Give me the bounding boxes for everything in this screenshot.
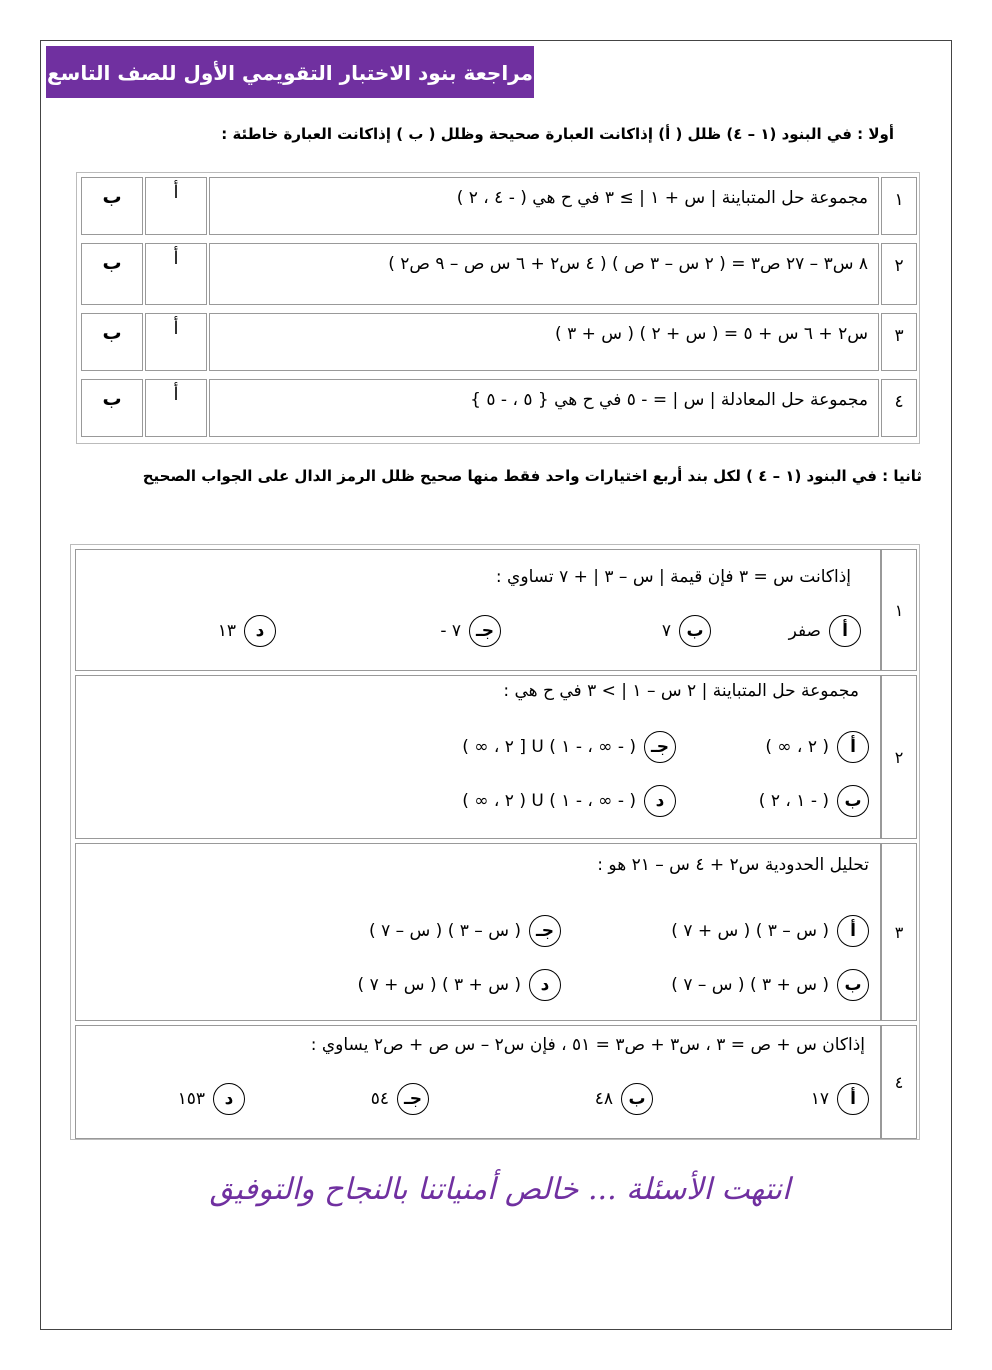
question-text: إذاكان س + ص = ٣ ، س٣ + ص٣ = ٥١ ، فإن س٢ – س ص + ص٢ يساوي :	[310, 1035, 865, 1055]
choice-c[interactable]	[371, 1083, 429, 1115]
choice-c[interactable]	[440, 615, 501, 647]
multiple-choice-table	[70, 544, 920, 1140]
choice-c[interactable]	[369, 915, 561, 947]
choice-d[interactable]	[178, 1083, 245, 1115]
choice-letter-circle[interactable]: د	[644, 785, 676, 817]
choice-value: ( ٢ ، ∞ )	[765, 737, 829, 757]
item-statement: مجموعة حل المعادلة | س | = - ٥ في ح هي { ٥ ، - ٥ }	[209, 379, 879, 437]
table-row	[77, 173, 921, 239]
choice-value: ٧	[661, 621, 671, 641]
question-2	[71, 671, 921, 839]
choice-a[interactable]	[789, 615, 861, 647]
choice-value: ١٧	[810, 1089, 829, 1109]
choice-letter-circle[interactable]: أ	[837, 731, 869, 763]
question-text: إذاكانت س = ٣ فإن قيمة | س – ٣ | + ٧ تساوي :	[495, 567, 851, 587]
choice-value: ٥٤	[370, 1089, 389, 1109]
question-3	[71, 839, 921, 1021]
choice-value: ( - ∞ ، - ١ ) U ( ٢ ، ∞ )	[462, 791, 636, 811]
option-b-false[interactable]: ب	[81, 313, 143, 371]
choice-value: ( س + ٣ ) ( س – ٧ )	[671, 975, 829, 995]
choice-value: ١٣	[217, 621, 236, 641]
choice-letter-circle[interactable]: ب	[837, 785, 869, 817]
item-statement: ٨ س٣ – ٢٧ ص٣ = ( ٢ س – ٣ ص ) ( ٤ س٢ + ٦ س ص – ٩ ص٢ )	[209, 243, 879, 305]
choice-a[interactable]	[671, 915, 869, 947]
choice-value: ( س – ٣ ) ( س + ٧ )	[671, 921, 829, 941]
choice-letter-circle[interactable]: د	[213, 1083, 245, 1115]
choice-value: ١٥٣	[177, 1089, 205, 1109]
choice-letter-circle[interactable]: جـ	[397, 1083, 429, 1115]
question-number: ٢	[881, 675, 917, 839]
item-number: ٤	[881, 379, 917, 437]
true-false-table	[76, 172, 920, 444]
page-title: مراجعة بنود الاختبار التقويمي الأول للصف التاسع	[46, 46, 534, 98]
choice-letter-circle[interactable]: جـ	[469, 615, 501, 647]
question-number: ٤	[881, 1025, 917, 1139]
choice-letter-circle[interactable]: ب	[837, 969, 869, 1001]
item-number: ٣	[881, 313, 917, 371]
option-a-true[interactable]: أ	[145, 243, 207, 305]
choice-b[interactable]	[595, 1083, 653, 1115]
question-number: ٣	[881, 843, 917, 1021]
choice-a[interactable]	[765, 731, 869, 763]
choice-letter-circle[interactable]: أ	[829, 615, 861, 647]
question-text: تحليل الحدودية س٢ + ٤ س – ٢١ هو :	[597, 855, 869, 875]
choice-value: ( - ١ ، ٢ )	[758, 791, 829, 811]
item-number: ١	[881, 177, 917, 235]
choice-c[interactable]	[462, 731, 676, 763]
option-a-true[interactable]: أ	[145, 379, 207, 437]
option-b-false[interactable]: ب	[81, 379, 143, 437]
choice-b[interactable]	[759, 785, 869, 817]
option-b-false[interactable]: ب	[81, 243, 143, 305]
choice-letter-circle[interactable]: جـ	[644, 731, 676, 763]
item-statement: مجموعة حل المتباينة | س + ١ | ≥ ٣ في ح هي ( - ٤ ، ٢ )	[209, 177, 879, 235]
item-statement: س٢ + ٦ س + ٥ = ( س + ٢ ) ( س + ٣ )	[209, 313, 879, 371]
choice-letter-circle[interactable]: أ	[837, 915, 869, 947]
choice-d[interactable]	[358, 969, 561, 1001]
choice-value: صفر	[788, 621, 821, 641]
choice-b[interactable]	[671, 969, 869, 1001]
choice-value: ( س – ٣ ) ( س – ٧ )	[369, 921, 521, 941]
choice-letter-circle[interactable]: ب	[621, 1083, 653, 1115]
question-text: مجموعة حل المتباينة | ٢ س – ١ | > ٣ في ح هي :	[503, 681, 859, 701]
choice-letter-circle[interactable]: د	[244, 615, 276, 647]
choice-value: ٧ -	[440, 621, 461, 641]
choice-value: ( س + ٣ ) ( س + ٧ )	[357, 975, 521, 995]
part1-heading: أولا : في البنود (١ – ٤) ظلل ( أ) إذاكانت العبارة صحيحة وظلل ( ب ) إذاكانت العبارة خاطئة :	[221, 125, 894, 143]
option-a-true[interactable]: أ	[145, 313, 207, 371]
option-b-false[interactable]: ب	[81, 177, 143, 235]
choice-a[interactable]	[811, 1083, 869, 1115]
choice-value: ٤٨	[594, 1089, 613, 1109]
table-row	[77, 309, 921, 375]
closing-message: انتهت الأسئلة ... خالص أمنياتنا بالنجاح والتوفيق	[209, 1172, 791, 1207]
table-row	[77, 239, 921, 309]
choice-d[interactable]	[462, 785, 676, 817]
choice-letter-circle[interactable]: جـ	[529, 915, 561, 947]
choice-letter-circle[interactable]: أ	[837, 1083, 869, 1115]
part2-heading: ثانيا : في البنود (١ – ٤ ) لكل بند أربع اختيارات واحد فقط منها صحيح ظلل الرمز الدال على الجواب الصحيح	[142, 467, 922, 485]
choice-letter-circle[interactable]: د	[529, 969, 561, 1001]
choice-letter-circle[interactable]: ب	[679, 615, 711, 647]
table-row	[77, 375, 921, 441]
choice-value: ( - ∞ ، - ١ ) U [ ٢ ، ∞ )	[462, 737, 636, 757]
question-number: ١	[881, 549, 917, 671]
option-a-true[interactable]: أ	[145, 177, 207, 235]
choice-b[interactable]	[662, 615, 711, 647]
question-1	[71, 545, 921, 671]
choice-d[interactable]	[218, 615, 276, 647]
question-4	[71, 1021, 921, 1139]
item-number: ٢	[881, 243, 917, 305]
